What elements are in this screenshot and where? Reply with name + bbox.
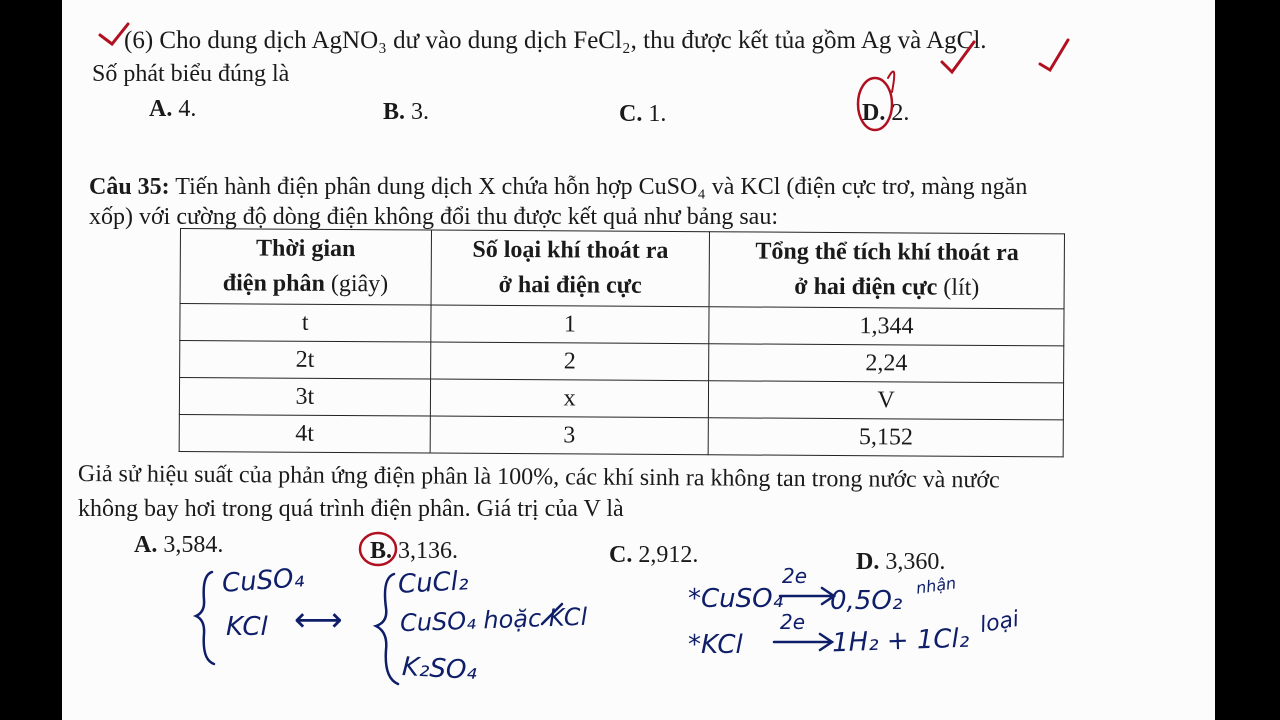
option-letter: D. xyxy=(856,549,880,575)
red-marks xyxy=(100,24,1068,565)
hand-r1-rhs: 0,5O₂ xyxy=(830,586,903,616)
hand-r2-rhs: 1H₂ + 1Cl₂ xyxy=(831,623,970,659)
option-value: 2. xyxy=(885,100,910,126)
option-value: 3,360. xyxy=(879,549,946,575)
cell-gas-count: 3 xyxy=(430,416,709,455)
option-value: 3,584. xyxy=(157,532,224,558)
answer-circle-d xyxy=(858,78,892,130)
option-value: 3. xyxy=(405,99,430,125)
header-bold: ở hai điện cực xyxy=(794,273,938,301)
left-brace xyxy=(196,572,214,664)
hand-mid-option: CuSO₄ hoặc KCl xyxy=(399,602,588,638)
header-normal: (lít) xyxy=(937,274,980,301)
option-value: 3,136. xyxy=(392,538,459,564)
cell-volume: V xyxy=(709,381,1064,420)
header-line: Thời gian xyxy=(255,235,356,263)
option-letter: B. xyxy=(383,99,406,125)
option-letter: D. xyxy=(862,100,886,126)
blue-marks xyxy=(196,572,834,684)
option-letter: C. xyxy=(619,101,643,127)
cell-gas-count: 1 xyxy=(431,305,710,344)
hand-r1-note: nhận xyxy=(914,573,958,598)
checkmark-icon xyxy=(100,24,128,44)
option-letter: A. xyxy=(149,96,173,122)
cell-gas-count: x xyxy=(430,379,709,418)
hand-r2-note: loại xyxy=(978,606,1021,639)
strike-kcl xyxy=(542,604,562,624)
option-letter: A. xyxy=(134,532,158,558)
option-value: 2,912. xyxy=(632,542,699,568)
hand-left-cuso4: CuSO₄ xyxy=(221,563,305,599)
answer-prompt: Số phát biểu đúng là xyxy=(92,61,290,87)
cell-gas-count: 2 xyxy=(430,342,709,381)
pen-marks xyxy=(62,0,1215,720)
hand-r2-over: 2e xyxy=(780,610,806,634)
hand-r1-lhs: *CuSO₄ xyxy=(688,584,784,614)
checkmark-icon xyxy=(1040,40,1068,70)
option-letter: C. xyxy=(609,542,633,568)
mid-brace xyxy=(376,574,398,684)
hand-mid-cucl2: CuCl₂ xyxy=(397,566,470,600)
cell-volume: 2,24 xyxy=(709,344,1064,383)
r2-arrow-line xyxy=(774,634,832,650)
hand-r1-over: 2e xyxy=(782,564,808,588)
option-value: 4. xyxy=(172,96,197,122)
cell-time: 3t xyxy=(179,378,430,417)
header-bold: ở hai điện cực xyxy=(498,271,642,299)
hand-mid-k2so4: K₂SO₄ xyxy=(401,652,478,686)
conditions-line2: không bay hơi trong quá trình điện phân. Giá trị của V là xyxy=(78,496,624,522)
question-35-line2: xốp) với cường độ dòng điện không đổi thu được kết quả như bảng sau: xyxy=(89,204,779,230)
r1-arrow-line xyxy=(780,588,834,604)
header-line: Số loại khí thoát ra xyxy=(472,236,669,265)
conditions-line1: Giả sử hiệu suất của phản ứng điện phân là 100%, các khí sinh ra không tan trong nước và nước xyxy=(77,461,1000,494)
header-bold: điện phân xyxy=(222,270,325,297)
cell-time: 4t xyxy=(179,414,430,453)
option-letter: B. xyxy=(370,538,393,564)
header-normal: (giây) xyxy=(324,270,389,298)
cell-time: 2t xyxy=(180,341,431,380)
worksheet-page xyxy=(62,0,1215,720)
hand-arrow: ⟷ xyxy=(294,600,343,640)
statement-6: (6) Cho dung dịch AgNO₃ dư vào dung dịch FeCl₂, thu được kết tủa gồm Ag và AgCl. xyxy=(124,27,987,54)
checkmark-icon xyxy=(942,42,974,72)
question-label: Câu 35: xyxy=(89,174,170,200)
cell-time: t xyxy=(180,304,431,343)
question-text: Tiến hành điện phân dung dịch X chứa hỗn hợp CuSO₄ và KCl (điện cực trơ, màng ngăn xyxy=(175,174,1028,200)
cell-volume: 1,344 xyxy=(709,307,1064,346)
header-line: Tổng thể tích khí thoát ra xyxy=(755,238,1019,267)
option-value: 1. xyxy=(642,101,667,127)
hand-left-kcl: KCl xyxy=(226,612,268,642)
cell-volume: 5,152 xyxy=(709,418,1064,457)
answer-circle-b xyxy=(360,533,396,565)
hand-r2-lhs: *KCl xyxy=(688,630,743,660)
